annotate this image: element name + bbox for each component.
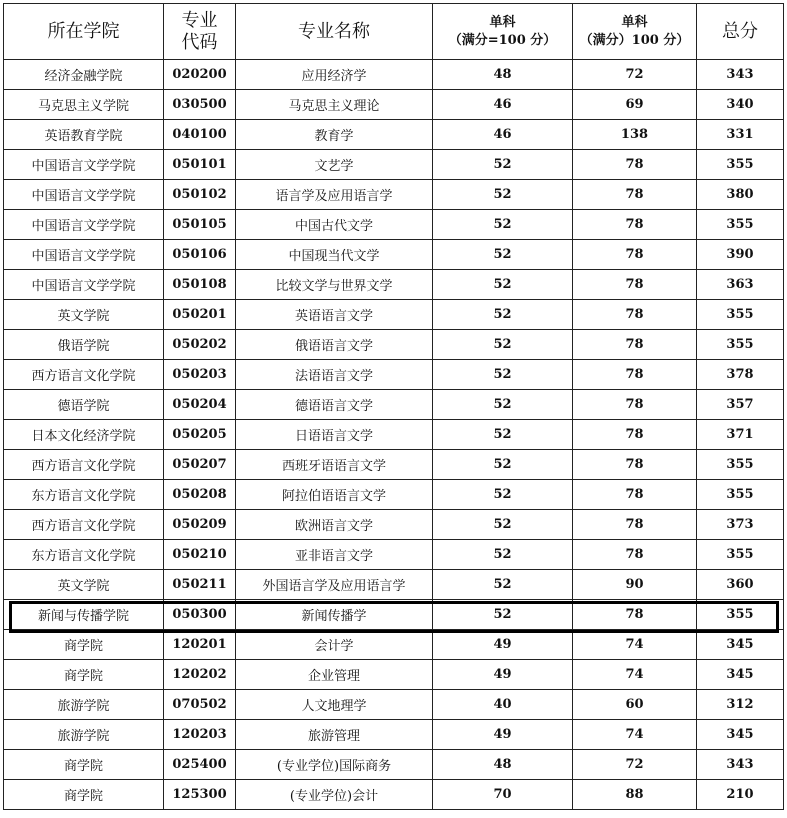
cell-score2: 78	[573, 480, 697, 510]
cell-major: 俄语语言文学	[236, 330, 433, 360]
table-row	[4, 300, 784, 330]
cell-major: 西班牙语语言文学	[236, 450, 433, 480]
cell-score1: 52	[433, 240, 573, 270]
cell-total: 340	[697, 90, 784, 120]
cell-score2: 78	[573, 390, 697, 420]
table-row	[4, 390, 784, 420]
cell-code: 050108	[164, 270, 236, 300]
cell-score2: 78	[573, 150, 697, 180]
cell-score1: 52	[433, 600, 573, 630]
table-row	[4, 180, 784, 210]
cell-total: 373	[697, 510, 784, 540]
table-row	[4, 360, 784, 390]
cell-score1: 52	[433, 150, 573, 180]
header-code-line1: 专业	[181, 9, 218, 31]
cell-major: 亚非语言文学	[236, 540, 433, 570]
table-row	[4, 630, 784, 660]
cell-college: 中国语言文学学院	[4, 240, 164, 270]
cell-score2: 78	[573, 510, 697, 540]
cell-major: 外国语言学及应用语言学	[236, 570, 433, 600]
header-score1	[433, 4, 573, 60]
cell-score1: 40	[433, 690, 573, 720]
cell-code: 120201	[164, 630, 236, 660]
table-row	[4, 600, 784, 630]
cell-total: 355	[697, 330, 784, 360]
cell-score1: 48	[433, 60, 573, 90]
cell-score1: 52	[433, 300, 573, 330]
cell-college: 中国语言文学学院	[4, 270, 164, 300]
cell-code: 050106	[164, 240, 236, 270]
cell-total: 355	[697, 210, 784, 240]
cell-major: 人文地理学	[236, 690, 433, 720]
cell-major: 旅游管理	[236, 720, 433, 750]
cell-total: 345	[697, 630, 784, 660]
table-row	[4, 450, 784, 480]
cell-score1: 52	[433, 510, 573, 540]
cell-code: 050300	[164, 600, 236, 630]
cell-code: 050102	[164, 180, 236, 210]
cell-major: 法语语言文学	[236, 360, 433, 390]
cell-score1: 49	[433, 720, 573, 750]
table-row	[4, 60, 784, 90]
cell-score2: 74	[573, 720, 697, 750]
table-row	[4, 330, 784, 360]
cell-score2: 78	[573, 420, 697, 450]
cell-code: 050105	[164, 210, 236, 240]
table-row	[4, 480, 784, 510]
score-table	[3, 3, 784, 810]
cell-score1: 52	[433, 540, 573, 570]
cell-total: 210	[697, 780, 784, 810]
table-row	[4, 90, 784, 120]
cell-college: 中国语言文学学院	[4, 150, 164, 180]
cell-score2: 78	[573, 540, 697, 570]
cell-code: 040100	[164, 120, 236, 150]
cell-score1: 52	[433, 330, 573, 360]
header-score1-line1: 单科	[489, 14, 516, 30]
table-row	[4, 420, 784, 450]
cell-major: 中国古代文学	[236, 210, 433, 240]
cell-score2: 138	[573, 120, 697, 150]
cell-code: 050207	[164, 450, 236, 480]
table-body	[4, 60, 784, 810]
header-code	[164, 4, 236, 60]
cell-college: 日本文化经济学院	[4, 420, 164, 450]
cell-major: (专业学位)国际商务	[236, 750, 433, 780]
cell-score2: 69	[573, 90, 697, 120]
cell-total: 345	[697, 720, 784, 750]
cell-code: 050211	[164, 570, 236, 600]
cell-score1: 49	[433, 660, 573, 690]
cell-code: 120202	[164, 660, 236, 690]
cell-college: 德语学院	[4, 390, 164, 420]
cell-code: 050205	[164, 420, 236, 450]
cell-score2: 78	[573, 450, 697, 480]
cell-college: 中国语言文学学院	[4, 210, 164, 240]
cell-total: 345	[697, 660, 784, 690]
cell-major: 比较文学与世界文学	[236, 270, 433, 300]
cell-score1: 70	[433, 780, 573, 810]
cell-score2: 78	[573, 330, 697, 360]
cell-code: 050209	[164, 510, 236, 540]
cell-score1: 52	[433, 210, 573, 240]
cell-total: 371	[697, 420, 784, 450]
cell-code: 020200	[164, 60, 236, 90]
header-score2	[573, 4, 697, 60]
cell-college: 俄语学院	[4, 330, 164, 360]
cell-score1: 48	[433, 750, 573, 780]
cell-total: 390	[697, 240, 784, 270]
cell-code: 050101	[164, 150, 236, 180]
cell-total: 331	[697, 120, 784, 150]
cell-code: 050203	[164, 360, 236, 390]
cell-score2: 78	[573, 360, 697, 390]
cell-major: 会计学	[236, 630, 433, 660]
cell-college: 商学院	[4, 780, 164, 810]
cell-score1: 49	[433, 630, 573, 660]
cell-code: 125300	[164, 780, 236, 810]
score-table-container	[3, 3, 783, 810]
cell-code: 050201	[164, 300, 236, 330]
header-score1-line2: （满分=100 分）	[448, 32, 557, 48]
cell-total: 355	[697, 600, 784, 630]
cell-total: 355	[697, 150, 784, 180]
cell-score1: 52	[433, 360, 573, 390]
cell-major: 文艺学	[236, 150, 433, 180]
cell-college: 中国语言文学学院	[4, 180, 164, 210]
header-row	[4, 4, 784, 60]
cell-score2: 90	[573, 570, 697, 600]
cell-college: 英文学院	[4, 300, 164, 330]
cell-score2: 74	[573, 660, 697, 690]
table-row	[4, 720, 784, 750]
cell-score1: 52	[433, 480, 573, 510]
table-row	[4, 660, 784, 690]
cell-major: 德语语言文学	[236, 390, 433, 420]
cell-college: 西方语言文化学院	[4, 360, 164, 390]
cell-score2: 74	[573, 630, 697, 660]
table-row	[4, 120, 784, 150]
cell-college: 英语教育学院	[4, 120, 164, 150]
cell-college: 马克思主义学院	[4, 90, 164, 120]
cell-total: 363	[697, 270, 784, 300]
cell-total: 357	[697, 390, 784, 420]
cell-major: 马克思主义理论	[236, 90, 433, 120]
cell-major: 阿拉伯语语言文学	[236, 480, 433, 510]
cell-total: 343	[697, 60, 784, 90]
cell-total: 355	[697, 450, 784, 480]
table-row	[4, 270, 784, 300]
cell-code: 030500	[164, 90, 236, 120]
cell-score1: 46	[433, 90, 573, 120]
cell-code: 120203	[164, 720, 236, 750]
table-row	[4, 690, 784, 720]
cell-score2: 78	[573, 600, 697, 630]
cell-college: 英文学院	[4, 570, 164, 600]
cell-score2: 78	[573, 300, 697, 330]
header-score2-line2: （满分）100 分）	[579, 32, 690, 48]
header-score2-line1: 单科	[621, 14, 648, 30]
cell-score2: 72	[573, 750, 697, 780]
cell-score1: 52	[433, 180, 573, 210]
cell-major: 欧洲语言文学	[236, 510, 433, 540]
cell-code: 050202	[164, 330, 236, 360]
cell-score2: 72	[573, 60, 697, 90]
cell-total: 355	[697, 480, 784, 510]
table-row	[4, 570, 784, 600]
cell-college: 西方语言文化学院	[4, 450, 164, 480]
cell-code: 050210	[164, 540, 236, 570]
cell-college: 新闻与传播学院	[4, 600, 164, 630]
cell-score1: 46	[433, 120, 573, 150]
cell-score2: 60	[573, 690, 697, 720]
cell-total: 378	[697, 360, 784, 390]
cell-college: 商学院	[4, 750, 164, 780]
cell-major: 中国现当代文学	[236, 240, 433, 270]
cell-total: 355	[697, 540, 784, 570]
cell-total: 355	[697, 300, 784, 330]
table-row	[4, 510, 784, 540]
cell-major: 教育学	[236, 120, 433, 150]
table-row	[4, 780, 784, 810]
cell-major: 日语语言文学	[236, 420, 433, 450]
cell-score2: 78	[573, 240, 697, 270]
cell-code: 050204	[164, 390, 236, 420]
cell-total: 312	[697, 690, 784, 720]
table-row	[4, 540, 784, 570]
header-major: 专业名称	[236, 4, 433, 60]
cell-total: 380	[697, 180, 784, 210]
cell-college: 西方语言文化学院	[4, 510, 164, 540]
cell-score1: 52	[433, 420, 573, 450]
cell-code: 025400	[164, 750, 236, 780]
cell-score1: 52	[433, 570, 573, 600]
table-row	[4, 210, 784, 240]
table-row	[4, 150, 784, 180]
cell-code: 050208	[164, 480, 236, 510]
cell-college: 商学院	[4, 660, 164, 690]
cell-major: 新闻传播学	[236, 600, 433, 630]
header-college: 所在学院	[4, 4, 164, 60]
cell-score1: 52	[433, 390, 573, 420]
cell-code: 070502	[164, 690, 236, 720]
header-code-line2: 代码	[181, 31, 218, 53]
cell-college: 旅游学院	[4, 690, 164, 720]
table-row	[4, 240, 784, 270]
cell-major: 应用经济学	[236, 60, 433, 90]
cell-college: 商学院	[4, 630, 164, 660]
cell-score2: 78	[573, 210, 697, 240]
cell-score1: 52	[433, 450, 573, 480]
cell-major: (专业学位)会计	[236, 780, 433, 810]
cell-major: 语言学及应用语言学	[236, 180, 433, 210]
cell-total: 343	[697, 750, 784, 780]
cell-college: 东方语言文化学院	[4, 540, 164, 570]
header-total: 总分	[697, 4, 784, 60]
cell-college: 经济金融学院	[4, 60, 164, 90]
table-row	[4, 750, 784, 780]
cell-score2: 88	[573, 780, 697, 810]
cell-major: 英语语言文学	[236, 300, 433, 330]
cell-score1: 52	[433, 270, 573, 300]
cell-college: 旅游学院	[4, 720, 164, 750]
cell-total: 360	[697, 570, 784, 600]
cell-college: 东方语言文化学院	[4, 480, 164, 510]
cell-major: 企业管理	[236, 660, 433, 690]
cell-score2: 78	[573, 270, 697, 300]
cell-score2: 78	[573, 180, 697, 210]
